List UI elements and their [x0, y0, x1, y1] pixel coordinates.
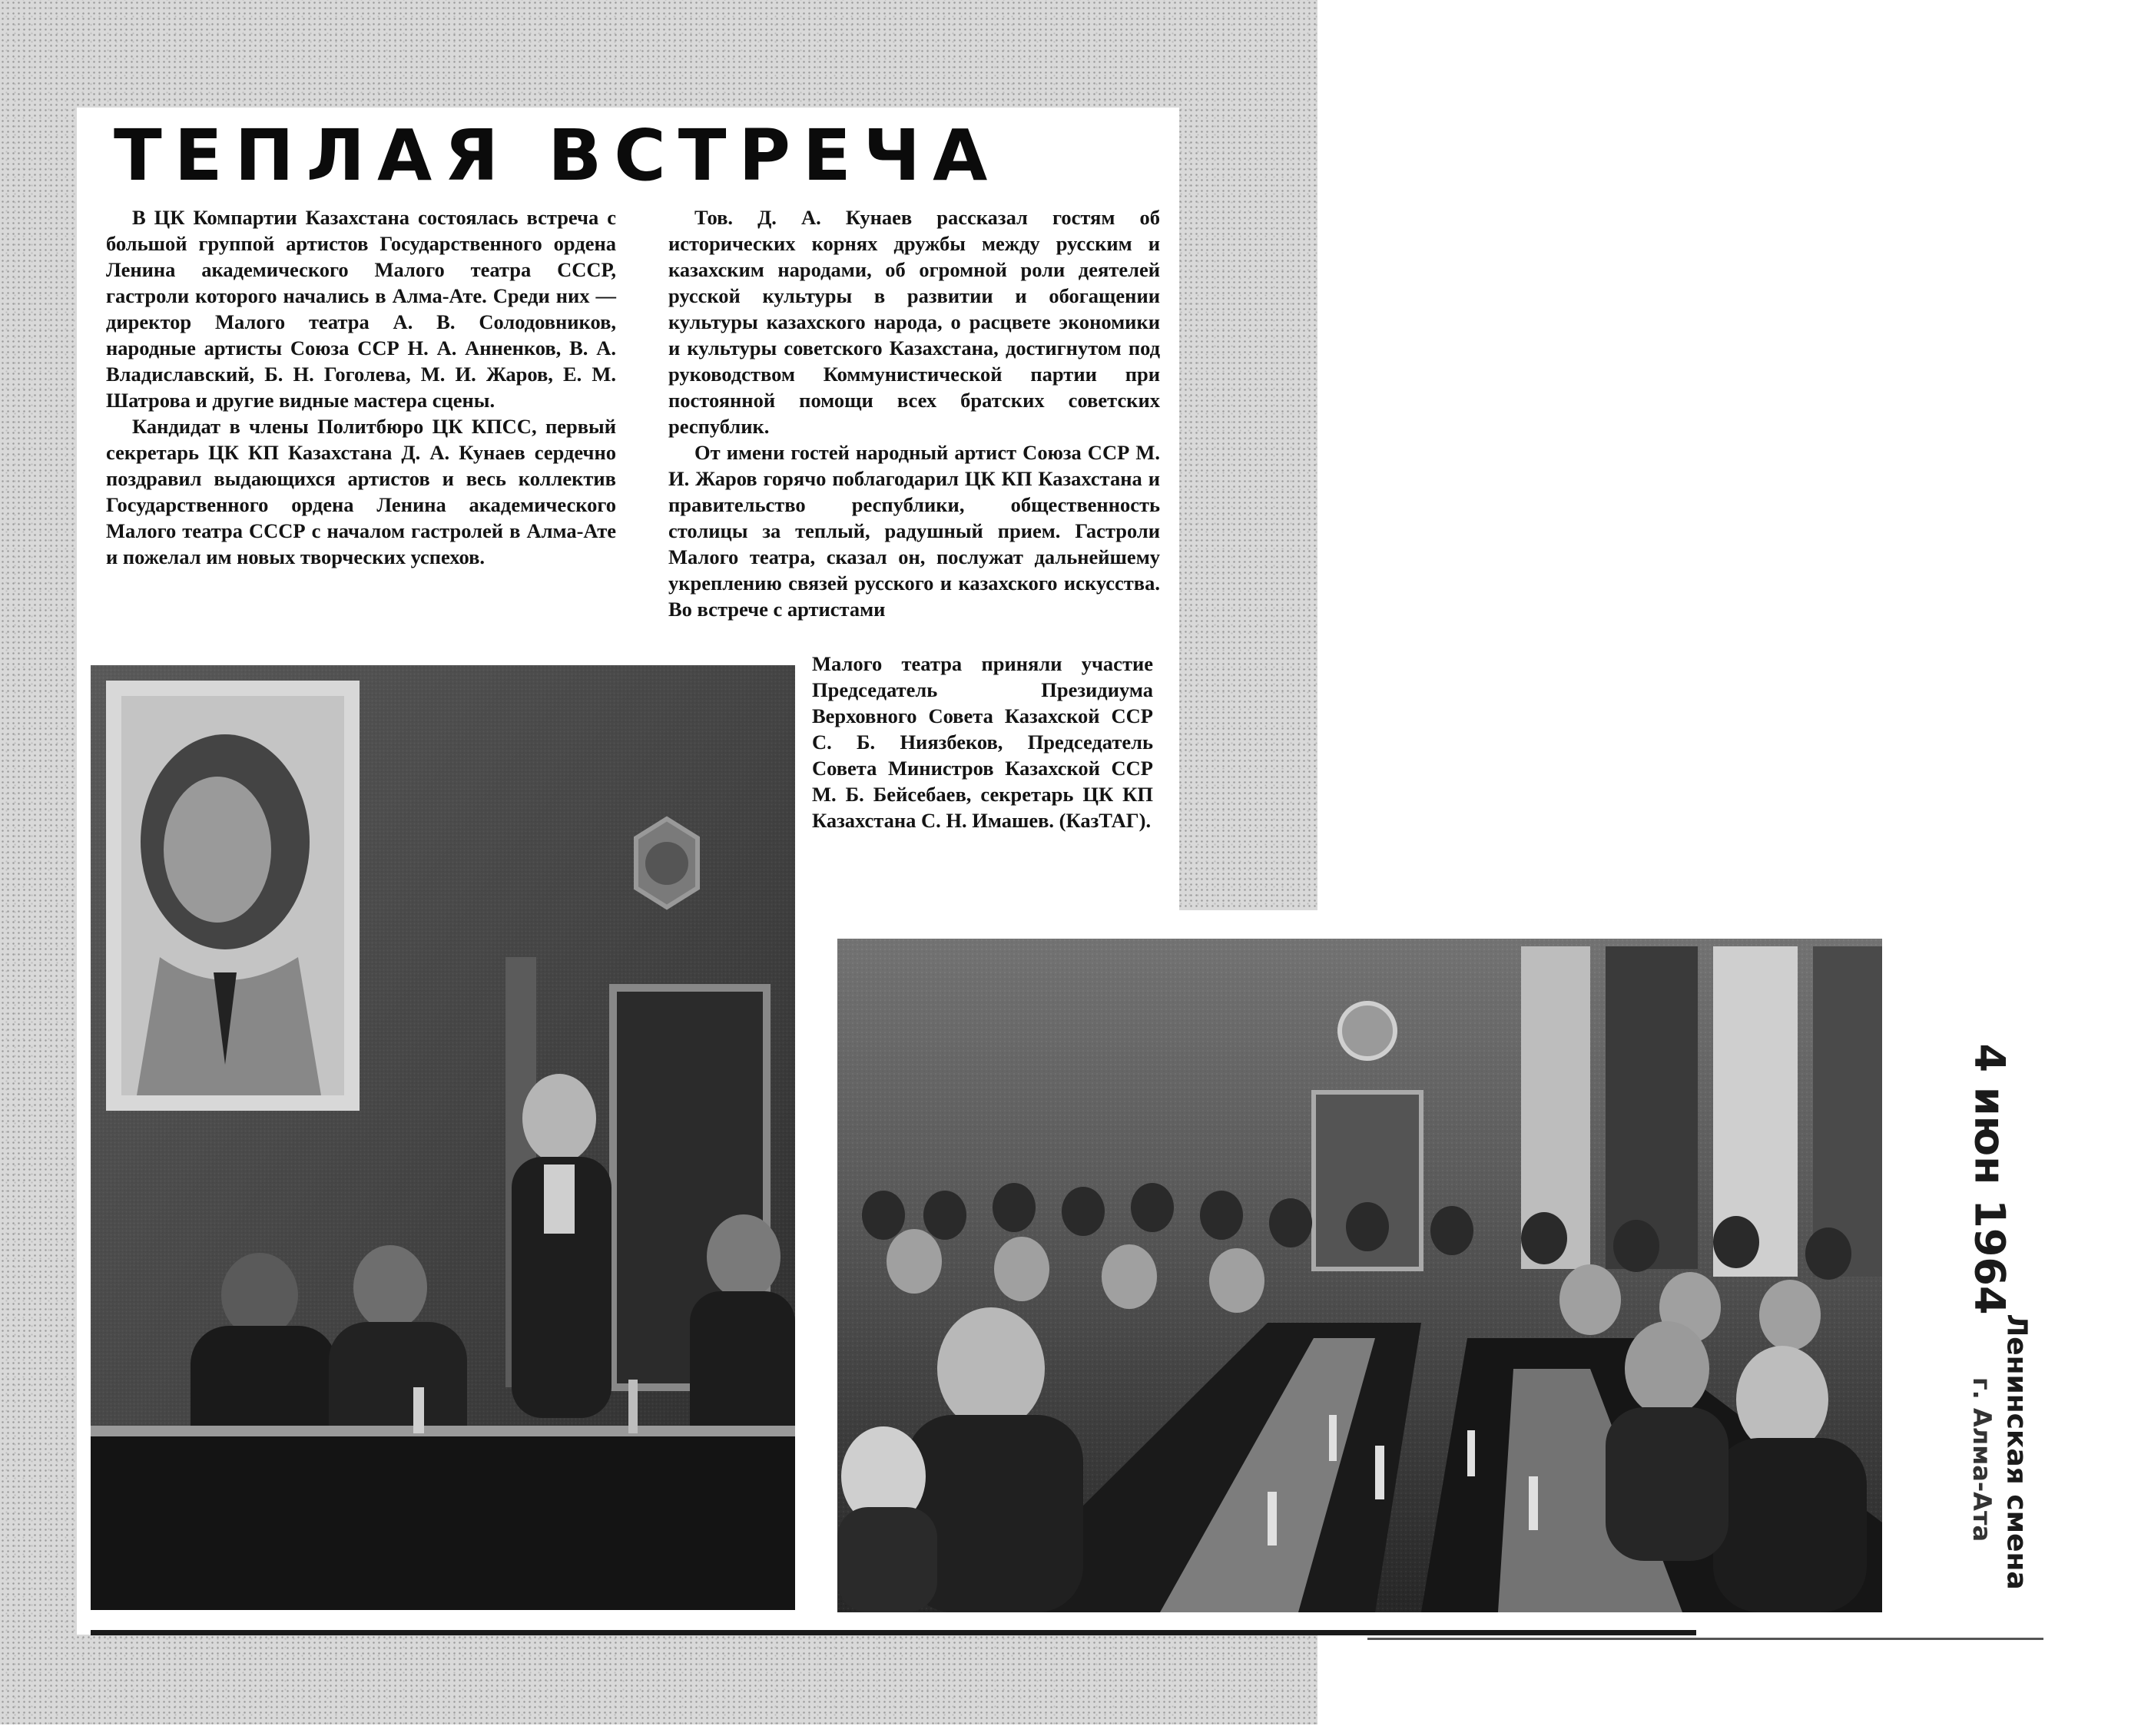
article-headline: ТЕПЛАЯ ВСТРЕЧА	[114, 114, 1000, 197]
stamp-date-text: 4 июн 1964	[1965, 1043, 2014, 1315]
paragraph: От имени гостей народный артист Союза ССР М. И. Жаров горячо поблагодарил ЦК КП Казахстана и правительство республики, общественность столицы за теплый, радушный прием. Гастроли Малого театра, сказал он, послужат дальнейшему укреплению связей русского и казахского искусства. Во встрече с артистами	[668, 441, 1160, 621]
archive-date-stamp	[1944, 1014, 2036, 1344]
newspaper-city-stamp	[1951, 1337, 2013, 1582]
photo-meeting-speaker	[91, 665, 795, 1610]
stamp-newspaper-text: Ленинская смена	[2000, 1314, 2033, 1590]
paragraph: В ЦК Компартии Казахстана состоялась встреча с большой группой артистов Государственного ордена Ленина академического Малого театра СССР, гастроли которого начались в Алма-Ате. Среди них — директор Малого театра А. В. Солодовников, народные артисты Союза ССР Н. А. Анненков, В. А. Владиславский, Б. Н. Гоголева, М. И. Жаров, Е. М. Шатрова и другие видные мастера сцены.	[106, 206, 616, 412]
paragraph: Тов. Д. А. Кунаев рассказал гостям об исторических корнях дружбы между русским и казахским народами, об огромной роли деятелей русской культуры в развитии и обогащении культуры казахского народа, о расцвете экономики и культуры советского Казахстана, достигнутом под руководством Коммунистической партии при постоянной помощи всех братских советских республик.	[668, 206, 1160, 438]
bottom-rule-secondary	[1367, 1638, 2043, 1640]
article-column-left	[106, 204, 616, 570]
paragraph: Малого театра приняли участие Председатель Президиума Верховного Совета Казахской ССР С. Б. Ниязбеков, Председатель Совета Министров Казахской ССР М. Б. Бейсебаев, секретарь ЦК КП Казахстана С. Н. Имашев. (КазТАГ).	[812, 652, 1153, 832]
article-column-right	[668, 204, 1160, 622]
paragraph: Кандидат в члены Политбюро ЦК КПСС, первый секретарь ЦК КП Казахстана Д. А. Кунаев сердечно поздравил выдающихся артистов и весь коллектив Государственного ордена Ленина академического Малого театра СССР с началом гастролей в Алма-Ате и пожелал им новых творческих успехов.	[106, 415, 616, 568]
photo-banquet-hall	[837, 939, 1882, 1612]
bottom-rule	[91, 1630, 1696, 1635]
article-column-continuation	[812, 651, 1153, 833]
stamp-city-text: г. Алма-Ата	[1967, 1377, 1997, 1542]
